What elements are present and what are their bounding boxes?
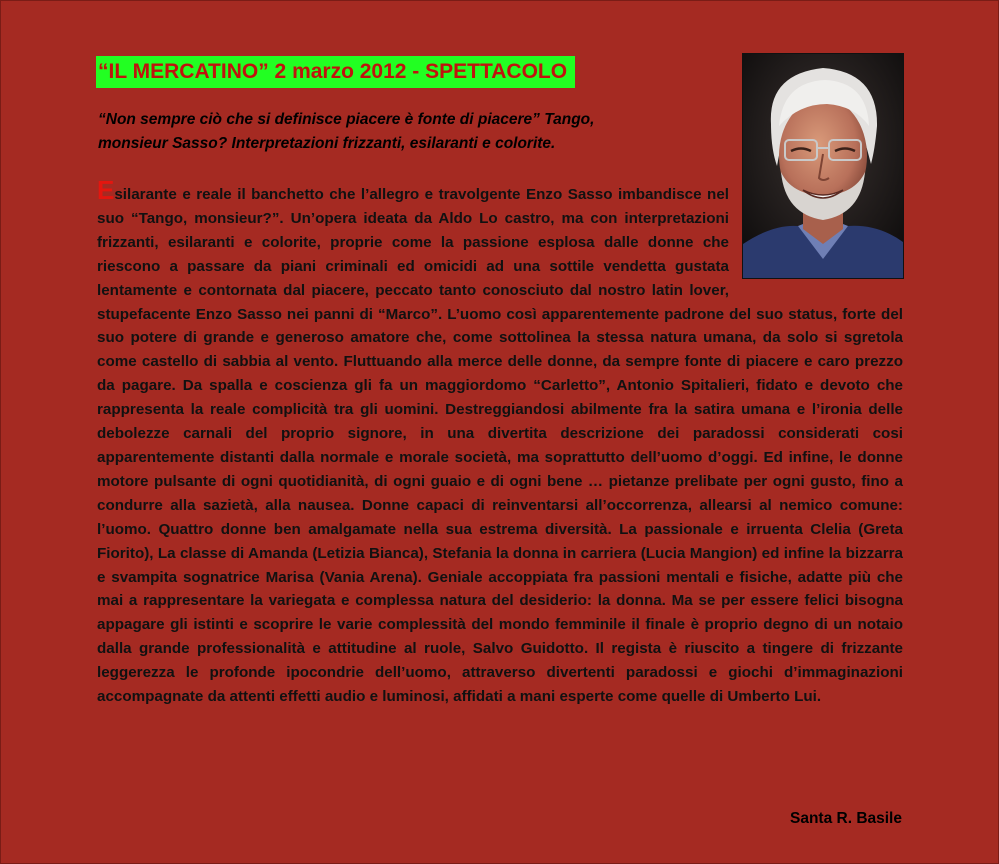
article-body-text: silarante e reale il banchetto che l’allegro e travolgente Enzo Sasso imbandisce nel suo “Tango, monsieur?”. Un’opera ideata da Aldo Lo castro, ma con interpretazioni frizzanti, esilaranti e colorite, proprie come la passione esplosa dalle donne che riescono a passare da piani criminali ed omicidi ad una sottile vendetta gustata lentamente e contornata dal piacere, peccato tanto conosciuto dal nostro latin lover, stupefacente Enzo Sasso nei panni di “Marco”. L’uomo così apparentemente padrone del suo status, forte del suo potere di grande e generoso amatore che, come sottolinea la stessa natura umana, da solo si sgretola come castello di sabbia al vento. Fluttuando alla merce delle donne, da sempre fonte di piacere e caro prezzo da pagare. Da spalla e coscienza gli fa un maggiordomo “Carletto”, Antonio Spitalieri, fidato e devoto che rappresenta la reale complicità tra gli uomini. Destreggiandosi abilmente fra la satira umana e l’ironia delle debolezze carnali del proprio signore, in una divertita descrizione dei paradossi considerati cosi apparentemente distanti dalla normale e morale società, ma soprattutto dell’uomo d’oggi. Ed infine, le donne motore pulsante di ogni quotidianità, di ogni guaio e di ogni bene … pietanze prelibate per ogni gusto, fino a condurre alla sazietà, alla nausea. Donne capaci di reinventarsi all’occorrenza, allearsi al nemico comune: l’uomo. Quattro donne ben amalgamate nella sua estrema diversità. La passionale e irruenta Clelia (Greta Fiorito), La classe di Amanda (Letizia Bianca), Stefania la donna in carriera (Lucia Mangion) ed infine la bizzarra e svampita sognatrice Marisa (Vania Arena). Geniale accoppiata fra passioni mentali e fisiche, adatte più che mai a rappresentare la variegata e complessa natura del desiderio: la donna. Ma se per essere felici bisogna appagare gli istinti e scoprire le varie complessità del mondo femminile il finale è proprio degno di un notaio dalla grande professionalità e attitudine al ruole, Salvo Guidotto. Il regista è riuscito a tingere di frizzante leggerezza le profonde ipocondrie dell’uomo, attraverso divertenti paradossi e giochi d’immaginazioni accompagnate da attenti effetti audio e luminosi, affidati a mani esperte come quelle di Umberto Lui. xyxy=(97,186,903,706)
article-subtitle: “Non sempre ciò che si definisce piacere è fonte di piacere” Tango, monsieur Sasso? Interpretazioni frizzanti, esilaranti e colorite. xyxy=(98,111,595,152)
photo-wrap-spacer xyxy=(729,180,903,280)
author-signature: Santa R. Basile xyxy=(790,810,902,827)
article-body xyxy=(97,175,903,709)
drop-cap: E xyxy=(97,175,115,205)
article-headline: “IL MERCATINO” 2 marzo 2012 - SPETTACOLO xyxy=(96,56,575,88)
